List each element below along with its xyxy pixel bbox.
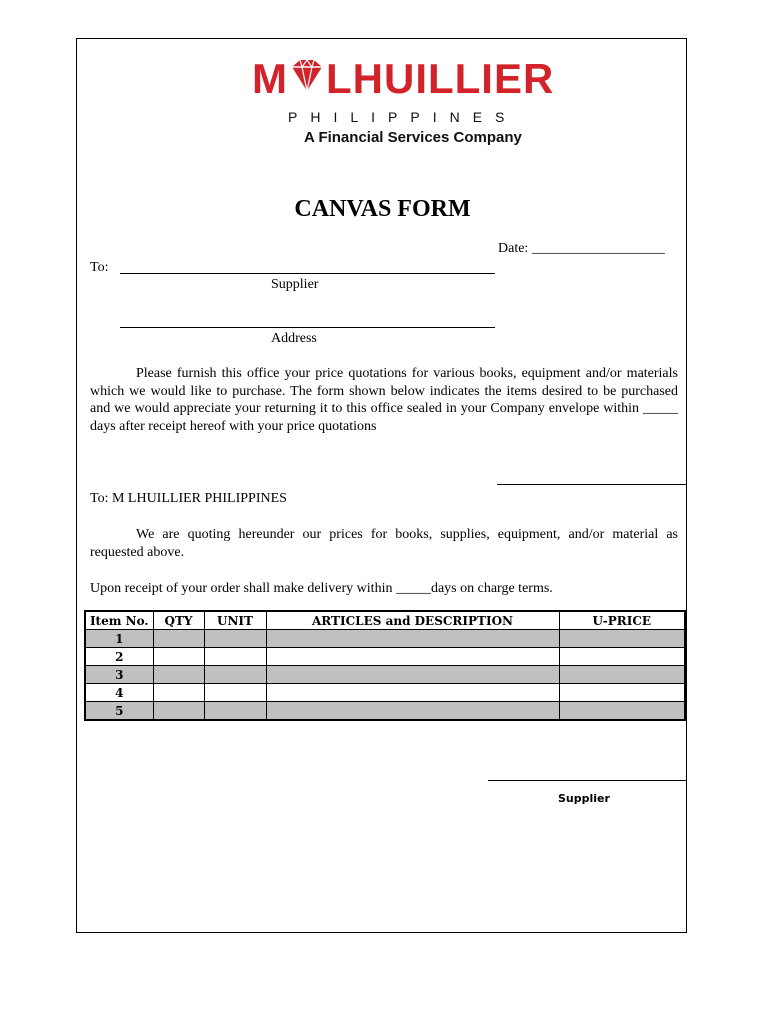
- table-row: [85, 702, 685, 721]
- delivery-line: Upon receipt of your order shall make delivery within _____days on charge terms.: [90, 581, 553, 596]
- u-price-cell[interactable]: [559, 684, 685, 702]
- quote-paragraph-text: We are quoting hereunder our prices for books, supplies, equipment, and/or material as requested above.: [90, 527, 678, 560]
- item-number: 1: [85, 630, 153, 648]
- address-line: [120, 327, 495, 328]
- supplier-signature-line: [488, 780, 686, 781]
- description-cell[interactable]: [266, 630, 559, 648]
- logo-wordmark-right: LHUILLIER: [326, 55, 555, 102]
- header-articles-description: ARTICLES and DESCRIPTION: [266, 611, 559, 630]
- header-unit: UNIT: [204, 611, 266, 630]
- to-company: To: M LHUILLIER PHILIPPINES: [90, 491, 287, 506]
- description-cell[interactable]: [266, 666, 559, 684]
- company-logo: [252, 55, 572, 146]
- qty-cell[interactable]: [153, 702, 204, 721]
- canvas-form-page: [76, 38, 687, 933]
- form-title: CANVAS FORM: [294, 196, 471, 222]
- item-number: 4: [85, 684, 153, 702]
- u-price-cell[interactable]: [559, 648, 685, 666]
- header-item-no: Item No.: [85, 611, 153, 630]
- qty-cell[interactable]: [153, 684, 204, 702]
- request-paragraph: [90, 365, 678, 435]
- item-number: 3: [85, 666, 153, 684]
- u-price-cell[interactable]: [559, 702, 685, 721]
- table-row: [85, 630, 685, 648]
- supplier-line: [120, 273, 495, 274]
- table-row: [85, 684, 685, 702]
- description-cell[interactable]: [266, 648, 559, 666]
- item-number: 5: [85, 702, 153, 721]
- table-row: [85, 648, 685, 666]
- qty-cell[interactable]: [153, 630, 204, 648]
- unit-cell[interactable]: [204, 630, 266, 648]
- unit-cell[interactable]: [204, 702, 266, 721]
- request-paragraph-text: Please furnish this office your price quotations for various books, equipment and/or materials which we would like to purchase. The form shown below indicates the items desired to be purchased and we would appreciate your returning it to this office sealed in your Company envelope within _____ days after receipt hereof with your price quotations: [90, 366, 678, 434]
- qty-cell[interactable]: [153, 648, 204, 666]
- unit-cell[interactable]: [204, 666, 266, 684]
- diamond-icon: [288, 57, 326, 105]
- u-price-cell[interactable]: [559, 630, 685, 648]
- table-row: [85, 666, 685, 684]
- description-cell[interactable]: [266, 684, 559, 702]
- items-table: [84, 610, 686, 721]
- signatory-line: [497, 484, 686, 485]
- supplier-signature-label: Supplier: [558, 792, 610, 805]
- quote-paragraph: [90, 526, 678, 561]
- header-qty: QTY: [153, 611, 204, 630]
- address-label: Address: [271, 331, 317, 346]
- qty-cell[interactable]: [153, 666, 204, 684]
- unit-cell[interactable]: [204, 684, 266, 702]
- logo-wordmark: [252, 57, 554, 105]
- item-number: 2: [85, 648, 153, 666]
- logo-tagline: A Financial Services Company: [304, 129, 522, 146]
- logo-wordmark-left: M: [252, 55, 288, 102]
- description-cell[interactable]: [266, 702, 559, 721]
- to-label: To:: [90, 260, 109, 275]
- u-price-cell[interactable]: [559, 666, 685, 684]
- date-field: Date: ___________________: [498, 241, 665, 256]
- header-u-price: U-PRICE: [559, 611, 685, 630]
- table-header-row: [85, 611, 685, 630]
- unit-cell[interactable]: [204, 648, 266, 666]
- logo-subline: PHILIPPINES: [288, 109, 518, 125]
- supplier-label: Supplier: [271, 277, 319, 292]
